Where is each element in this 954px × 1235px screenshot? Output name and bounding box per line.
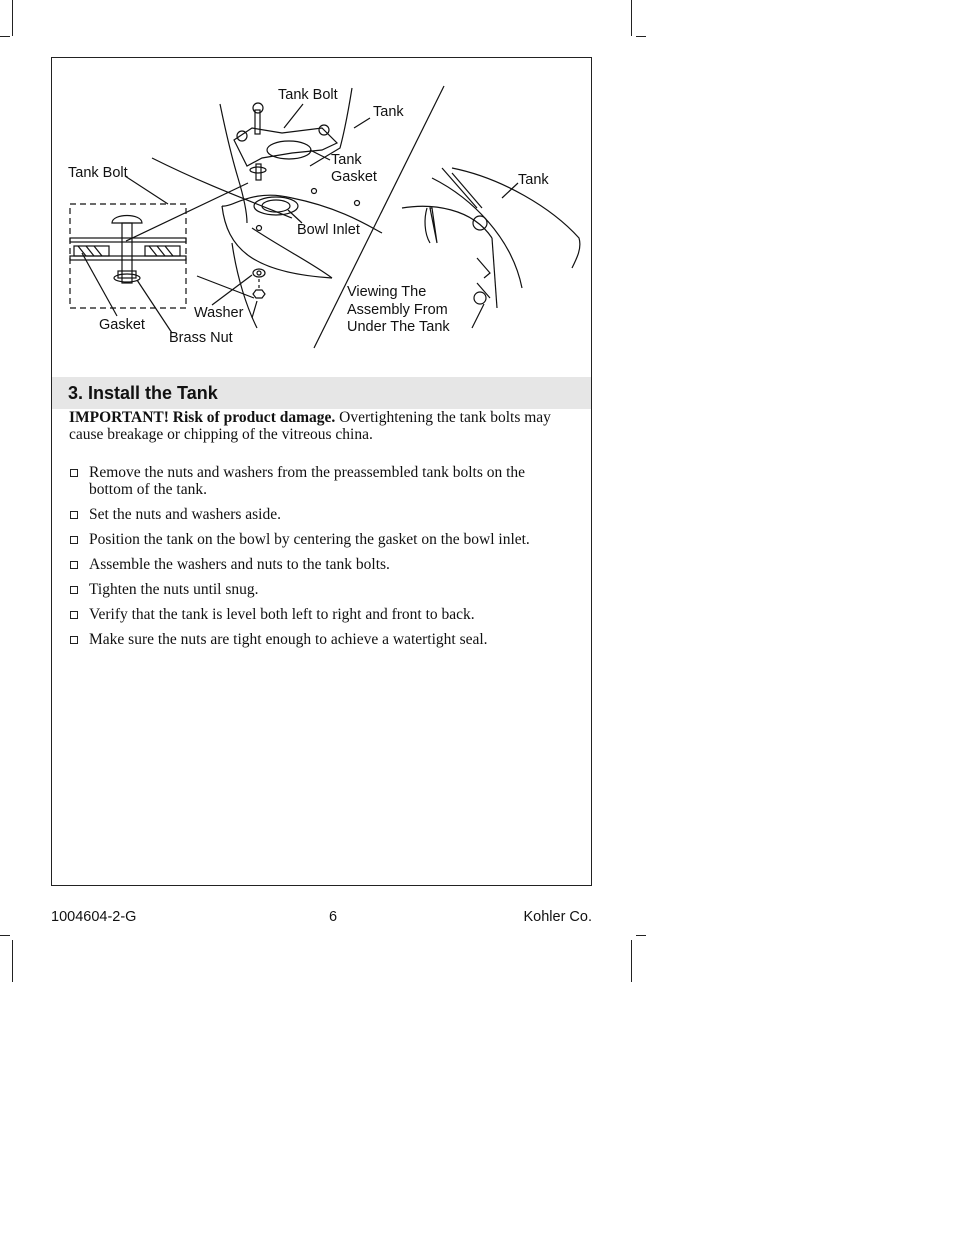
- content-frame: [51, 57, 592, 886]
- checkbox-icon: [70, 586, 78, 594]
- checkbox-icon: [70, 636, 78, 644]
- list-item: [69, 631, 569, 648]
- list-item: [69, 531, 569, 548]
- checkbox-icon: [70, 511, 78, 519]
- footer-company: Kohler Co.: [523, 909, 592, 925]
- step-text: Make sure the nuts are tight enough to achieve a watertight seal.: [89, 631, 488, 648]
- step-text: Set the nuts and washers aside.: [89, 506, 281, 523]
- label-bowl-inlet: Bowl Inlet: [297, 222, 360, 238]
- crop-mark: [12, 940, 13, 982]
- section-header: [52, 377, 591, 409]
- label-gasket: Gasket: [99, 317, 145, 333]
- crop-mark: [636, 36, 646, 37]
- section-title: 3. Install the Tank: [68, 383, 218, 403]
- crop-mark: [0, 935, 10, 936]
- step-text: Assemble the washers and nuts to the tank bolts.: [89, 556, 390, 573]
- label-tank-top: Tank: [373, 104, 404, 120]
- list-item: [69, 606, 569, 623]
- label-tank-bolt-left: Tank Bolt: [68, 165, 128, 181]
- list-item: [69, 581, 569, 598]
- checkbox-icon: [70, 469, 78, 477]
- label-brass-nut: Brass Nut: [169, 330, 233, 346]
- label-tank-gasket-line2: Gasket: [331, 169, 377, 185]
- label-tank-bolt-top: Tank Bolt: [278, 87, 338, 103]
- label-viewing-line2: Assembly From: [347, 302, 448, 318]
- label-tank-right: Tank: [518, 172, 549, 188]
- step-text: Position the tank on the bowl by centering the gasket on the bowl inlet.: [89, 531, 530, 548]
- tank-installation-figure: [52, 58, 591, 376]
- checkbox-icon: [70, 561, 78, 569]
- checkbox-icon: [70, 611, 78, 619]
- list-item: [69, 506, 569, 523]
- footer-page-number: 6: [329, 909, 338, 925]
- label-tank-gasket-line1: Tank: [331, 152, 362, 168]
- label-viewing-line1: Viewing The: [347, 284, 427, 300]
- label-viewing-line3: Under The Tank: [347, 319, 450, 335]
- crop-mark: [0, 36, 10, 37]
- important-text: Overtightening the tank bolts may cause breakage or chipping of the vitreous china.: [69, 409, 551, 443]
- step-list: [69, 464, 569, 656]
- step-text: Remove the nuts and washers from the preassembled tank bolts on the bottom of the tank.: [89, 464, 526, 498]
- crop-mark: [631, 940, 632, 982]
- step-text: Verify that the tank is level both left to right and front to back.: [89, 606, 475, 623]
- step-text: Tighten the nuts until snug.: [89, 581, 259, 598]
- footer-doc-number: 1004604-2-G: [51, 909, 137, 925]
- important-notice: [69, 409, 569, 443]
- label-washer: Washer: [194, 305, 244, 321]
- list-item: [69, 464, 569, 498]
- crop-mark: [631, 0, 632, 36]
- crop-mark: [12, 0, 13, 36]
- important-label: IMPORTANT! Risk of product damage.: [69, 409, 336, 426]
- checkbox-icon: [70, 536, 78, 544]
- list-item: [69, 556, 569, 573]
- crop-mark: [636, 935, 646, 936]
